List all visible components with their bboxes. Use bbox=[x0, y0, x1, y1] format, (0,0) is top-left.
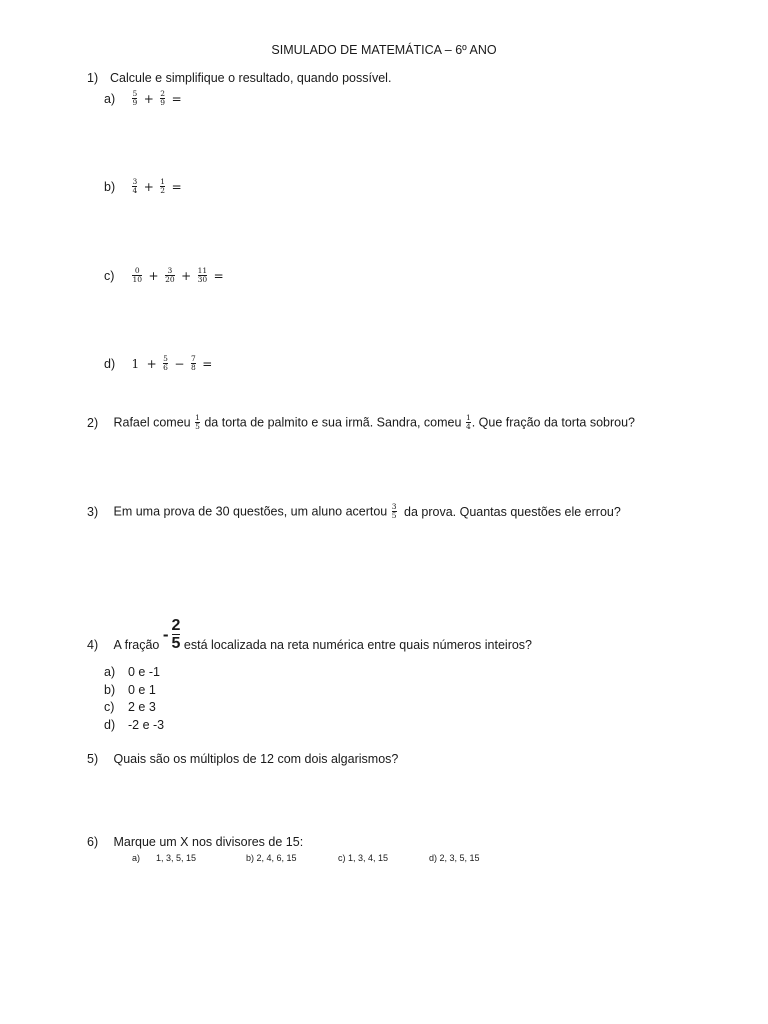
denominator: 6 bbox=[163, 363, 168, 372]
numerator: 3 bbox=[132, 177, 138, 186]
minus-sign: - bbox=[162, 624, 169, 644]
numerator: 5 bbox=[132, 89, 138, 98]
option-item bbox=[104, 665, 164, 683]
option-list bbox=[104, 665, 164, 735]
fraction bbox=[165, 267, 175, 284]
question-text: Quais são os múltiplos de 12 com dois algarismos? bbox=[113, 752, 399, 766]
item-label: a) bbox=[104, 91, 116, 106]
option-label: d) bbox=[104, 717, 116, 732]
denominator: 8 bbox=[190, 363, 196, 372]
item-a bbox=[104, 90, 184, 107]
option-label: b) bbox=[104, 682, 116, 697]
question-number: 1) bbox=[87, 71, 99, 85]
numerator: 3 bbox=[167, 266, 173, 275]
option-text: -2 e -3 bbox=[128, 717, 165, 732]
question-text: está localizada na reta numérica entre quais números inteiros? bbox=[183, 638, 533, 652]
question-text: da torta de palmito e sua irmã. Sandra, comeu bbox=[204, 415, 462, 430]
denominator: 9 bbox=[132, 98, 138, 107]
numerator: 5 bbox=[163, 354, 168, 363]
item-label: c) bbox=[104, 268, 115, 283]
item-b bbox=[104, 178, 184, 195]
negative-fraction bbox=[163, 617, 181, 652]
option-text: 1, 3, 5, 15 bbox=[156, 853, 197, 863]
denominator: 4 bbox=[465, 422, 471, 431]
item-label: d) bbox=[104, 356, 116, 371]
page-title: SIMULADO DE MATEMÁTICA – 6º ANO bbox=[271, 43, 497, 57]
equals-sign: = bbox=[202, 356, 213, 371]
question-text: Rafael comeu bbox=[113, 415, 191, 430]
fraction bbox=[191, 355, 196, 372]
fraction bbox=[392, 503, 397, 520]
fraction bbox=[195, 414, 200, 431]
operator: + bbox=[181, 268, 192, 283]
question-text: . Que fração da torta sobrou? bbox=[471, 415, 636, 430]
numerator: 3 bbox=[391, 502, 397, 511]
numerator: 7 bbox=[190, 354, 196, 363]
denominator: 2 bbox=[160, 186, 166, 195]
numerator: 1 bbox=[195, 413, 200, 422]
whole-number: 1 bbox=[131, 356, 140, 371]
denominator: 9 bbox=[160, 98, 166, 107]
operator: + bbox=[143, 91, 154, 106]
fraction bbox=[160, 90, 165, 107]
equals-sign: = bbox=[171, 179, 182, 194]
fraction bbox=[163, 355, 168, 372]
item-label: b) bbox=[104, 179, 116, 194]
numerator: 2 bbox=[160, 89, 166, 98]
question-number: 4) bbox=[87, 638, 99, 652]
denominator: 20 bbox=[165, 275, 175, 284]
option-item bbox=[104, 683, 164, 701]
question-text: A fração bbox=[113, 638, 160, 652]
numerator: 11 bbox=[197, 266, 208, 275]
question-6 bbox=[87, 835, 303, 849]
option-label: a) bbox=[104, 665, 116, 679]
question-text: Calcule e simplifique o resultado, quando possível. bbox=[110, 71, 392, 85]
operator: + bbox=[143, 179, 154, 194]
question-number: 2) bbox=[87, 415, 99, 430]
denominator: 5 bbox=[171, 635, 181, 652]
option-text: 0 e -1 bbox=[128, 665, 160, 679]
denominator: 10 bbox=[132, 275, 143, 284]
fraction bbox=[466, 414, 471, 431]
fraction bbox=[160, 178, 165, 195]
numerator: 1 bbox=[160, 177, 166, 186]
denominator: 5 bbox=[195, 422, 200, 431]
option-item bbox=[104, 718, 164, 736]
question-text: Marque um X nos divisores de 15: bbox=[113, 835, 304, 849]
question-text: da prova. Quantas questões ele errou? bbox=[404, 504, 621, 519]
option-item bbox=[104, 700, 164, 718]
numerator: 1 bbox=[465, 413, 471, 422]
option-b: b) 2, 4, 6, 15 bbox=[246, 853, 297, 863]
denominator: 30 bbox=[197, 275, 208, 284]
numerator: 0 bbox=[134, 266, 140, 275]
question-text: Em uma prova de 30 questões, um aluno acertou bbox=[113, 504, 388, 519]
option-text: 2 e 3 bbox=[128, 700, 156, 714]
option-label: c) bbox=[104, 700, 115, 714]
item-c bbox=[104, 267, 226, 284]
operator: + bbox=[148, 268, 159, 283]
denominator: 4 bbox=[132, 186, 138, 195]
option-c: c) 1, 3, 4, 15 bbox=[338, 853, 389, 863]
operator: − bbox=[174, 356, 185, 371]
denominator: 5 bbox=[391, 511, 397, 520]
option-d: d) 2, 3, 5, 15 bbox=[429, 853, 480, 863]
fraction bbox=[198, 267, 208, 284]
item-d bbox=[104, 355, 214, 372]
option-text: 0 e 1 bbox=[128, 682, 156, 697]
question-2 bbox=[87, 414, 635, 431]
question-4 bbox=[87, 617, 532, 652]
equals-sign: = bbox=[171, 91, 182, 106]
question-number: 3) bbox=[87, 504, 99, 519]
fraction bbox=[132, 90, 137, 107]
equals-sign: = bbox=[213, 268, 224, 283]
option-label: a) bbox=[132, 853, 141, 863]
question-number: 6) bbox=[87, 835, 99, 849]
question-number: 5) bbox=[87, 752, 99, 766]
option-a bbox=[132, 853, 196, 863]
operator: + bbox=[146, 356, 157, 371]
fraction bbox=[132, 267, 142, 284]
numerator: 2 bbox=[171, 617, 181, 634]
question-5 bbox=[87, 752, 398, 766]
question-3 bbox=[87, 503, 621, 520]
fraction bbox=[132, 178, 137, 195]
